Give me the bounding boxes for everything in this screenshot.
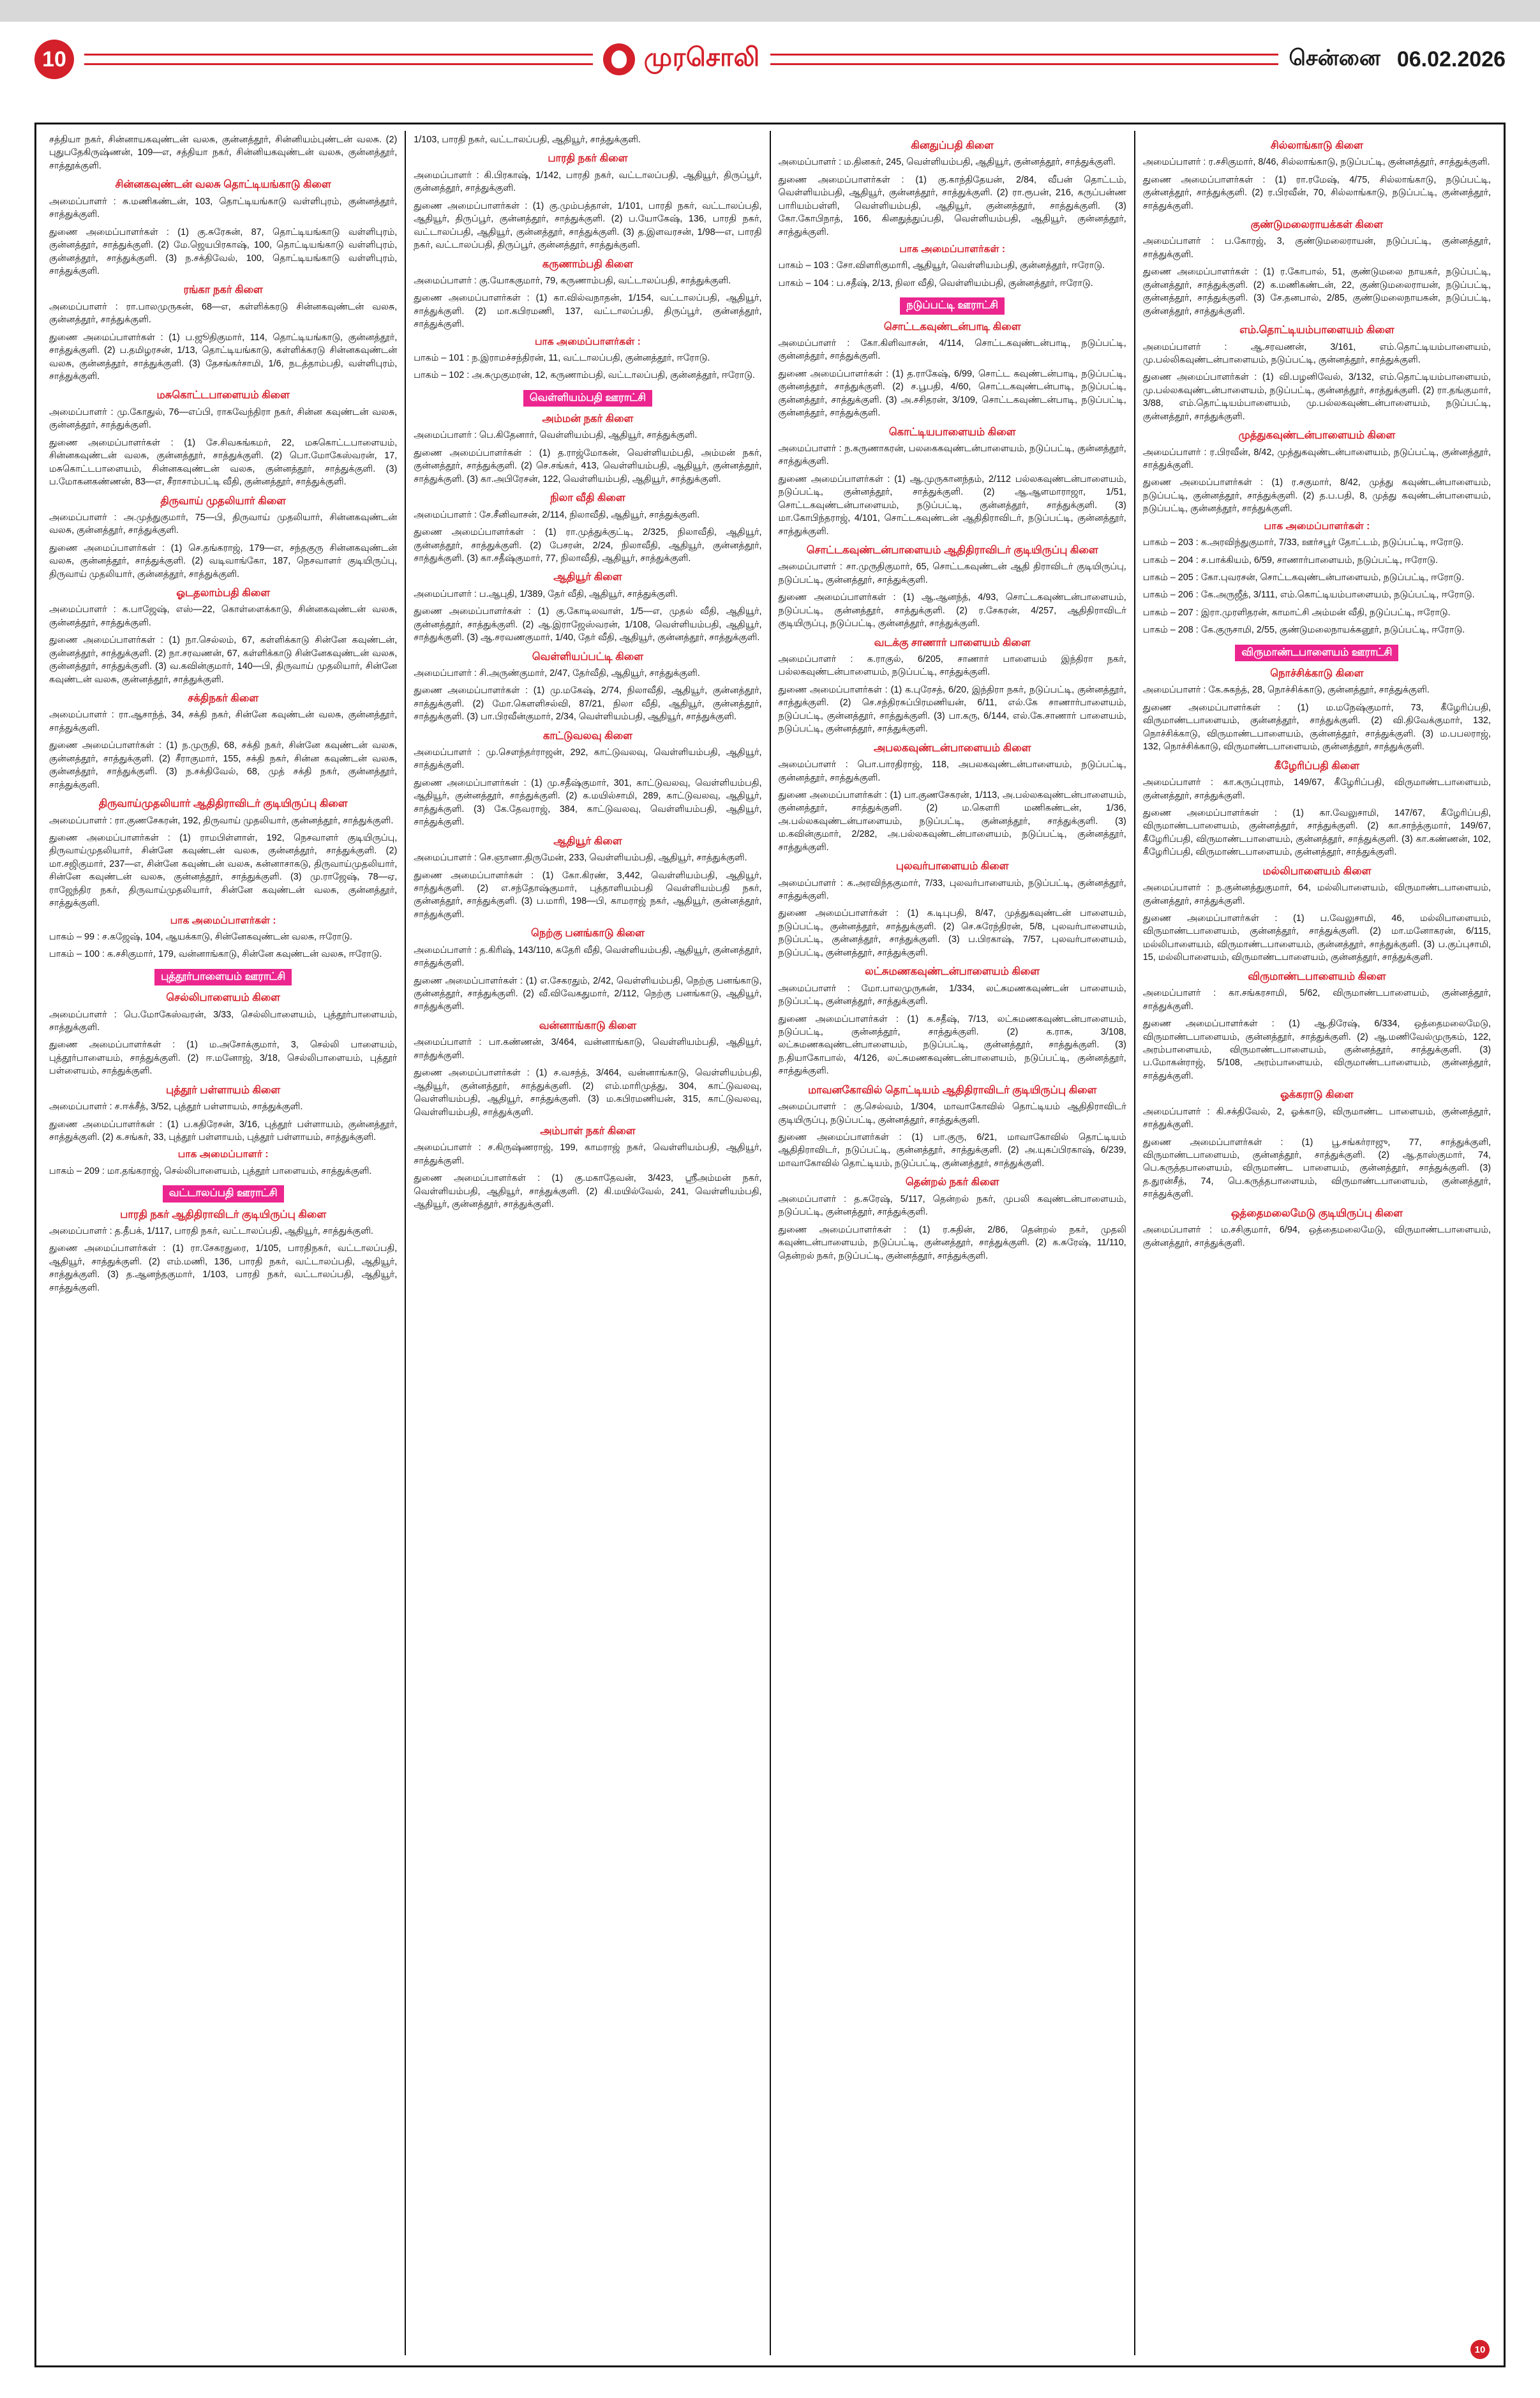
branch-heading: லட்சுமணகவுண்டன்பாளையம் கிளை xyxy=(865,966,1040,978)
body-paragraph: துணை அமைப்பாளர்கள் : (1) செ.தங்கராஜ், 179—எ, சந்தகுரு சின்னகவுண்டன் வலசு, குன்னத்தூர், சாத்துக்குளி. (2) வடிவாங்கோ, 187, நெசவாளர் குடியிருப்பு, திருவாய் முதலியார், குன்னத்தூர், சாத்துக்குளி. xyxy=(49,543,398,580)
publication-name: முரசொலி xyxy=(643,43,760,71)
body-paragraph: அமைப்பாளர் : கு.யோககுமார், 79, கருணாம்பதி, வட்டாலப்பதி, சாத்துக்குளி. xyxy=(414,275,731,286)
body-paragraph: துணை அமைப்பாளர்கள் : (1) ர.கோபால், 51, குண்டுமலை நாயகர், நடுப்பட்டி, குன்னத்தூர், சாத்துக்குளி. (2) க.மணிகண்டன், 22, குண்டுமலைராயன், நடுப்பட்டி, குன்னத்தூர், சாத்துக்குளி. (3) சே.தனபால், 2/85, குண்டுமலைநாயகன், நடுப்பட்டி, குன்னத்தூர், சாத்துக்குளி. xyxy=(1142,267,1491,317)
body-paragraph: அமைப்பாளர் : மு.கோதுல், 76—எப்பி, ராகவேந்திரா நகர், சின்ன கவுண்டன் வலசு, குன்னத்தூர், சாத்துக்குளி. xyxy=(49,407,398,431)
branch-heading: புத்தூர் பள்ளாயம் கிளை xyxy=(166,1084,281,1096)
section-subheading: பாக அமைப்பாளர்கள் : xyxy=(534,336,641,347)
branch-heading: அம்மன் நகர் கிளை xyxy=(542,413,634,425)
edition-date: 06.02.2026 xyxy=(1396,47,1506,71)
branch-heading: ஆதியூர் கிளை xyxy=(553,835,622,847)
body-paragraph: துணை அமைப்பாளர்கள் : (1) க.புரேசத், 6/20, இந்திரா நகர், நடுப்பட்டி, குன்னத்தூர், சாத்துக்குளி. (2) செ.சந்திரசுப்பிரமணியன், 6/11, எல்.கே சாணார்பாளையம், நடுப்பட்டி, குன்னத்தூர், சாத்துக்குளி. (3) பா.கரு, 6/144, எல்.கே.சாணார் பாளையம், நடுப்பட்டி, குன்னத்தூர், சாத்துக்குளி. xyxy=(778,684,1126,735)
body-paragraph: அமைப்பாளர் : கா.சங்கரசாமி, 5/62, விருமாண்டபாளையம், குன்னத்தூர், சாத்துக்குளி. xyxy=(1142,988,1491,1012)
branch-heading: அம்பாள் நகர் கிளை xyxy=(540,1125,636,1137)
branch-heading: நிலா வீதி கிளை xyxy=(550,492,625,504)
branch-heading: சில்லாங்காடு கிளை xyxy=(1270,140,1363,151)
body-paragraph: துணை அமைப்பாளர்கள் : (1) வி.பழனிவேல், 3/132, எம்.தொட்டியம்பாளையம், மு.பல்லகவுண்டன்பாளையம், நடுப்பட்டி, குன்னத்தூர், சாத்துக்குளி. (2) ரா.தங்குமார், 3/88, எம்.தொட்டியம்பாளையம், மு.பல்லகவுண்டன்பாளையம், நடுப்பட்டி, குன்னத்தூர், சாத்துக்குளி. xyxy=(1142,372,1491,422)
branch-heading: வெள்ளியப்பட்டி கிளை xyxy=(532,650,643,663)
body-paragraph: அமைப்பாளர் : க.ராகுல், 6/205, சாணார் பாளையம் இந்திரா நகர், பல்லகவுண்டன்பாளையம், நடுப்பட்டி, சாத்துக்குளி. xyxy=(778,654,1126,678)
branch-heading: தென்றல் நகர் கிளை xyxy=(905,1176,999,1188)
body-paragraph: துணை அமைப்பாளர்கள் : (1) கு.மும்பத்தாள், 1/101, பாரதி நகர், வட்டாலப்பதி, ஆதியூர், திருப்பூர், குன்னத்தூர், சாத்துக்குளி. (2) ப.யோகேஷ், 136, பாரதி நகர், வட்டாலப்பதி, ஆதியூர், குன்னத்தூர், சாத்துக்குளி. (3) த.இளவரசன், 1/98—எ, பாரதி நகர், வட்டாலப்பதி, திருப்பூர், குன்னத்தூர், சாத்துக்குளி. xyxy=(414,200,762,251)
body-paragraph: அமைப்பாளர் : ரா.குணசேகரன், 192, திருவாய் முதலியார், குன்னத்தூர், சாத்துக்குளி. xyxy=(49,815,394,826)
branch-heading: நெற்கு பனங்காடு கிளை xyxy=(530,927,645,940)
branch-heading: மல்லிபாளையம் கிளை xyxy=(1262,865,1372,877)
branch-heading: முத்துகவுண்டன்பாளையம் கிளை xyxy=(1238,430,1396,442)
body-paragraph: துணை அமைப்பாளர்கள் : (1) ப.ஜூதிகுமார், 114, தொட்டியங்காடு, குன்னத்தூர், சாத்துக்குளி. (2) ப.தமிழரசன், 1/13, தொட்டியங்காடு, கள்ளிக்கரடு சின்னகவுண்டன் வலசு, குன்னத்தூர், சாத்துக்குளி. (3) தேசங்கர்சாமி, 1/6, நடத்தாம்பதி, வள்ளிபுரம், சாத்துக்குளி. xyxy=(49,332,398,382)
edition-city: சென்னை xyxy=(1289,45,1380,70)
body-paragraph: பாகம் – 207 : இரா.முரளிதரன், காமாட்சி அம்மன் வீதி, நடுப்பட்டி, ஈரோடு. xyxy=(1142,607,1451,618)
body-paragraph: பாகம் – 102 : அ.சுமுகுமரன், 12, கருணாம்பதி, வட்டாலப்பதி, குன்னத்தூர், ஈரோடு. xyxy=(414,370,755,381)
body-paragraph: பாகம் – 100 : க.சசிகுமார், 179, வன்னாங்காடு, சின்னே கவுண்டன் வலசு, ஈரோடு. xyxy=(49,949,382,960)
body-paragraph: துணை அமைப்பாளர்கள் : (1) க.டிபுபதி, 8/47, முத்துகவுண்டன் பாளையம், நடுப்பட்டி, குன்னத்தூர், சாத்துக்குளி. (2) செ.சுரேந்திரன், 5/8, புலவர்பாளையம், நடுப்பட்டி, குன்னத்தூர், சாத்துக்குளி. (3) ப.பிரகாஷ், 7/57, புலவர்பாளையம், நடுப்பட்டி, குன்னத்தூர், சாத்துக்குளி. xyxy=(778,908,1126,958)
section-subheading: பாக அமைப்பாளர்கள் : xyxy=(899,244,1006,255)
body-paragraph: துணை அமைப்பாளர்கள் : (1) ப.வேலுசாமி, 46, மல்லிபாளையம், விருமாண்டபாளையம், குன்னத்தூர், சாத்துக்குளி. (2) மா.மனோகரன், 6/115, மல்லிபாளையம், விருமாண்டபாளையம், குன்னத்தூர், சாத்துக்குளி. (3) ப.குப்புசாமி, 15, மல்லிபாளையம், விருமாண்டபாளையம், குன்னத்தூர், சாத்துக்குளி. xyxy=(1142,913,1491,963)
section-subheading: பாக அமைப்பாளர்கள் : xyxy=(1264,520,1370,532)
body-paragraph: அமைப்பாளர் : கி.பிரகாஷ், 1/142, பாரதி நகர், வட்டாலப்பதி, ஆதியூர், திருப்பூர், குன்னத்தூர், சாத்துக்குளி. xyxy=(414,170,762,194)
body-paragraph: துணை அமைப்பாளர்கள் : (1) க.சதீஷ், 7/13, லட்சுமணகவுண்டன்பாளையம், நடுப்பட்டி, குன்னத்தூர், சாத்துக்குளி. (2) க.ராசு, 3/108, லட்சுமணகவுண்டன்பாளையம், நடுப்பட்டி, குன்னத்தூர், சாத்துக்குளி. (3) ந.தியாகோபால், 4/126, லட்சுமணகவுண்டன்பாளையம், நடுப்பட்டி, குன்னத்தூர், சாத்துக்குளி. xyxy=(778,1014,1126,1077)
branch-heading: ஓக்கராடு கிளை xyxy=(1280,1089,1354,1101)
body-paragraph: பாகம் – 206 : கே.அருஜீத், 3/111, எம்.கொட்டியம்பாளையம், நடுப்பட்டி, ஈரோடு. xyxy=(1142,590,1475,601)
footer-page-number: 10 xyxy=(1470,2340,1490,2359)
body-paragraph: துணை அமைப்பாளர்கள் : (1) ரா.ரமேஷ், 4/75, சில்லாங்காடு, நடுப்பட்டி, குன்னத்தூர், சாத்துக்குளி. (2) ர.பிரவீன், 70, சில்லாங்காடு, நடுப்பட்டி, குன்னத்தூர், சாத்துக்குளி. xyxy=(1142,174,1491,211)
body-paragraph: அமைப்பாளர் : க.பாஜேஷ், எஸ்—22, கொள்ளைக்காடு, சின்னகவுண்டன் வலசு, குன்னத்தூர், சாத்துக்குளி. xyxy=(49,604,398,628)
publication-logo-icon xyxy=(603,43,635,75)
body-paragraph: அமைப்பாளர் : பெ.கிதேனார், வெள்ளியம்பதி, ஆதியூர், சாத்துக்குளி. xyxy=(414,430,698,441)
body-paragraph: அமைப்பாளர் : ம.தினகர், 245, வெள்ளியம்பதி, ஆதியூர், குன்னத்தூர், சாத்துக்குளி. xyxy=(778,157,1116,168)
body-paragraph: அமைப்பாளர் : ஆ.சரவணன், 3/161, எம்.தொட்டியம்பாளையம், மு.பல்லிகவுண்டன்பாளையம், நடுப்பட்டி, குன்னத்தூர், சாத்துக்குளி. xyxy=(1142,341,1491,365)
body-paragraph: அமைப்பாளர் : மு.சௌந்தர்ராஜன், 292, காட்டுவலவு, வெள்ளியம்பதி, ஆதியூர், சாத்துக்குளி. xyxy=(414,747,762,771)
body-paragraph: பாகம் – 203 : க.அரவிந்துகுமார், 7/33, ஊர்சபூர் தோட்டம், நடுப்பட்டி, ஈரோடு. xyxy=(1142,537,1464,548)
body-paragraph: துணை அமைப்பாளர்கள் : (1) ம.அசோக்குமார், 3, செல்லி பாளையம், புத்தூர்பாளையம், சாத்துக்குளி. (2) ஈ.மனோஜ், 3/18, செல்லிபாளையம், புத்தூர் பள்ளையம், சாத்துக்குளி. xyxy=(49,1040,398,1077)
dateline xyxy=(1289,46,1506,73)
newspaper-page xyxy=(0,22,1540,2398)
branch-heading: பாரதி நகர் கிளை xyxy=(548,153,628,165)
body-paragraph: அமைப்பாளர் : ச.ஈக்சீத், 3/52, புத்தூர் பள்ளாயம், சாத்துக்குளி. xyxy=(49,1102,303,1113)
body-paragraph: துணை அமைப்பாளர்கள் : (1) ராமபிள்ளாள், 192, நெசவாளர் குடியிருப்பு, திருவாய்முதலியார், சின்னே கவுண்டன் வலசு, குன்னத்தூர், சாத்துக்குளி. (2) மா.சஜிகுமார், 237—எ, சின்னே கவுண்டன் வலசு, கன்னாசாகடு, திருவாய்முதலியார், சின்னே கவுண்டன் வலசு, குன்னத்தூர், சாத்துக்குளி. (3) மு.ராஜேஷ், 78—ஏ, ராஜேந்திர நகர், திருவாய்முதலியார், சின்னே கவுண்டன் வலசு, குன்னத்தூர், சாத்துக்குளி. xyxy=(49,832,398,909)
body-paragraph: அமைப்பாளர் : பொ.பாரதிராஜ், 118, அபலகவுண்டன்பாளையம், நடுப்பட்டி, குன்னத்தூர், சாத்துக்குளி. xyxy=(778,760,1126,783)
branch-heading: மாவனகோவில் தொட்டியம் ஆதிதிராவிடர் குடியிருப்பு கிளை xyxy=(807,1084,1097,1096)
section-subheading: பாக அமைப்பாளர் : xyxy=(177,1149,269,1160)
page-number-badge: 10 xyxy=(34,40,74,79)
body-paragraph: பாகம் – 205 : கோ.புவரசன், சொட்டகவுண்டன்பாளையம், நடுப்பட்டி, ஈரோடு. xyxy=(1142,573,1465,583)
body-paragraph: அமைப்பாளர் : ச.கிருஷ்ணராஜ், 199, காமராஜ் நகர், வெள்ளியம்பதி, ஆதியூர், சாத்துக்குளி. xyxy=(414,1143,762,1166)
body-paragraph: அமைப்பாளர் : சா.முருதிகுமார், 65, சொட்டகவுண்டன் ஆதி திராவிடர் குடியிருப்பு, நடுப்பட்டி, குன்னத்தூர், சாத்துக்குளி. xyxy=(778,562,1126,585)
branch-heading: எம்.தொட்டியம்பாளையம் கிளை xyxy=(1239,324,1394,336)
panchayat-heading xyxy=(49,969,397,985)
body-paragraph: துணை அமைப்பாளர்கள் : (1) மு.மகேஷ், 2/74, நிலாவீதி, ஆதியூர், குன்னத்தூர், சாத்துக்குளி. (2) மோ.கௌளிசல்வி, 87/21, நிலா வீதி, ஆதியூர், குன்னத்தூர், சாத்துக்குளி. (3) பா.பிரவீன்குமார், 2/34, வெள்ளியம்பதி, ஆதியூர், சாத்துக்குளி. xyxy=(414,686,762,723)
body-paragraph: அமைப்பாளர் : பா.கண்ணன், 3/464, வன்னாங்காடு, வெள்ளியம்பதி, ஆதியூர், சாத்துக்குளி. xyxy=(414,1037,762,1061)
column-container xyxy=(36,124,1504,2365)
body-paragraph: அமைப்பாளர் : சே.சீனிவாசன், 2/114, நிலாவீதி, ஆதியூர், சாத்துக்குளி. xyxy=(414,509,700,520)
panchayat-heading xyxy=(1143,645,1491,661)
body-paragraph: துணை அமைப்பாளர்கள் : (1) பா.குணசேகரன், 1/113, அ.பல்லகவுண்டன்பாளையம், குன்னத்தூர், சாத்துக்குளி. (2) ம.கௌரி மணிகண்டன், 1/36, அ.பல்லகவுண்டன்பாளையம், நடுப்பட்டி, குன்னத்தூர், சாத்துக்குளி. (3) ம.கவின்குமார், 2/282, அ.பல்லகவுண்டன்பாளையம், நடுப்பட்டி, குன்னத்தூர், சாத்துக்குளி. xyxy=(778,790,1126,853)
panchayat-heading-label: வெள்ளியம்பதி ஊராட்சி xyxy=(523,390,652,407)
body-paragraph: துணை அமைப்பாளர்கள் : (1) கோ.கிரண், 3,442, வெள்ளியம்பதி, ஆதியூர், சாத்துக்குளி. (2) எ.சந்தோஷ்குமார், புத்தாளியம்பதி வெள்ளியம்பதி நகர், குன்னத்தூர், சாத்துக்குளி. (3) ப.மாரி, 198—பி, காமராஜ் நகர், ஆதியூர், குன்னத்தூர், சாத்துக்குளி. xyxy=(414,870,762,920)
body-paragraph: துணை அமைப்பாளர்கள் : (1) ஆ.முருகானந்தம், 2/112 பல்லகவுண்டன்பாளையம், நடுப்பட்டி, குன்னத்தூர், சாத்துக்குளி. (2) ஆ.ஆளமாராஜா, 1/51, சொட்டகவுண்டன்பாளையம், நடுப்பட்டி, குன்னத்தூர், சாத்துக்குளி. (3) மா.கோபிந்தராஜ், 4/101, சொட்டகவுண்டன் ஆதிதிராவிடர், நடுப்பட்டி, குன்னத்தூர், சாத்துக்குளி. xyxy=(778,474,1126,537)
branch-heading: அபலகவுண்டன்பாளையம் கிளை xyxy=(873,742,1031,754)
branch-heading: புலவர்பாளையம் கிளை xyxy=(895,860,1009,873)
branch-heading: சின்னகவுண்டன் வலசு தொட்டியங்காடு கிளை xyxy=(115,179,331,191)
body-paragraph: பாகம் – 101 : ந.இராமச்சந்திரன், 11, வட்டாலப்பதி, குன்னத்தூர், ஈரோடு. xyxy=(414,352,710,363)
panchayat-heading-label: புத்தூர்பாளையம் ஊராட்சி xyxy=(154,969,292,985)
body-paragraph: துணை அமைப்பாளர்கள் : (1) ரா.முத்துக்குட்டி, 2/325, நிலாவீதி, ஆதியூர், குன்னத்தூர், சாத்துக்குளி. (2) பேசரன், 2/24, நிலாவீதி, ஆதியூர், குன்னத்தூர், சாத்துக்குளி. (3) கா.சதீஷ்குமார், 77, நிலாவீதி, ஆதியூர், சாத்துக்குளி. xyxy=(414,527,762,564)
body-paragraph: அமைப்பாளர் : சு.மணிகண்டன், 103, தொட்டியங்காடு வள்ளிபுரம், குன்னத்தூர், சாத்துக்குளி. xyxy=(49,196,398,220)
body-paragraph: அமைப்பாளர் : செ.ஞானா.திருமேன், 233, வெள்ளியம்பதி, ஆதியூர், சாத்துக்குளி. xyxy=(414,853,747,864)
body-paragraph: துணை அமைப்பாளர்கள் : (1) எ.சேகரதும், 2/42, வெள்ளியம்பதி, நெற்கு பனங்காடு, குன்னத்தூர், சாத்துக்குளி. (2) வீ.விவேகதுமார், 2/112, நெற்கு பனங்காடு, ஆதியூர், சாத்துக்குளி. xyxy=(414,975,762,1012)
body-paragraph: அமைப்பாளர் : ம.சசிகுமார், 6/94, ஒத்தைமலைமேடு, விருமாண்டபாளையம், குன்னத்தூர், சாத்துக்குளி. xyxy=(1142,1225,1491,1248)
body-paragraph: அமைப்பாளர் : ர.சசிகுமார், 8/46, சில்லாங்காடு, நடுப்பட்டி, குன்னத்தூர், சாத்துக்குளி. xyxy=(1142,157,1490,168)
column-3 xyxy=(771,131,1135,2355)
body-paragraph: பாகம் – 209 : மா.தங்கராஜ், செல்லிபாளையம், புத்தூர் பாளையம், சாத்துக்குளி. xyxy=(49,1165,372,1176)
branch-heading: திருவாய் முதலியார் கிளை xyxy=(160,495,286,507)
body-paragraph: பாகம் – 208 : கே.குருசாமி, 2/55, குண்டுமலைநாயக்கனூர், நடுப்பட்டி, ஈரோடு. xyxy=(1142,625,1465,636)
branch-heading: பாரதி நகர் ஆதிதிராவிடர் குடியிருப்பு கிளை xyxy=(120,1208,327,1220)
branch-heading: விருமாண்டபாளையம் கிளை xyxy=(1248,970,1386,982)
body-paragraph: அமைப்பாளர் : ந.குன்னத்துகுமார், 64, மல்லிபாளையம், விருமாண்டபாளையம், குன்னத்தூர், சாத்துக்குளி. xyxy=(1142,883,1491,906)
branch-heading: குண்டுமலைராயக்கள் கிளை xyxy=(1250,219,1384,231)
branch-heading: சக்திநகர் கிளை xyxy=(188,693,259,705)
branch-heading: வன்னாங்காடு கிளை xyxy=(539,1019,637,1031)
body-paragraph: அமைப்பாளர் : கா.கருப்புராம், 149/67, கீழேரிப்பதி, விருமாண்டபாளையம், குன்னத்தூர், சாத்துக்குளி. xyxy=(1142,777,1491,801)
body-paragraph: துணை அமைப்பாளர்கள் : (1) கா.வில்வநாதன், 1/154, வட்டாலப்பதி, ஆதியூர், சாத்துக்குளி. (2) மா.கபிரமணி, 137, வட்டாலப்பதி, திருப்பூர், குன்னத்தூர், சாத்துக்குளி. xyxy=(414,293,762,330)
body-paragraph: அமைப்பாளர் : ரா.பாலமுருகன், 68—எ, கள்ளிக்கரடு சின்னகவுண்டன் வலசு, குன்னத்தூர், சாத்துக்குளி. xyxy=(49,301,398,326)
content-frame xyxy=(34,123,1506,2367)
body-paragraph: அமைப்பாளர் : த.கிரிஷ், 143/110, கதேரி வீதி, வெள்ளியம்பதி, ஆதியூர், குன்னத்தூர், சாத்துக்குளி. xyxy=(414,945,762,969)
panchayat-heading xyxy=(414,390,761,407)
body-paragraph: 1/103, பாரதி நகர், வட்டாலப்பதி, ஆதியூர், சாத்துக்குளி. xyxy=(414,135,641,145)
branch-heading: கினதுப்பதி கிளை xyxy=(911,140,994,151)
body-paragraph: துணை அமைப்பாளர்கள் : (1) பா.குரு, 6/21, மாவாகோவில் தொட்டியம் ஆதிதிராவிடர், நடுப்பட்டி, குன்னத்தூர், சாத்துக்குளி. (2) அ.யுகப்பிரகாஷ், 6/239, மாவாகோவில் தொட்டியம், நடுப்பட்டி, குன்னத்தூர், சாத்துக்குளி. xyxy=(778,1132,1126,1169)
body-paragraph: அமைப்பாளர் : ப.கோரஜ், 3, குண்டுமலைராயன், நடுப்பட்டி, குன்னத்தூர், சாத்துக்குளி. xyxy=(1142,236,1491,260)
body-paragraph: துணை அமைப்பாளர்கள் : (1) கு.மகாதேவன், 3/423, ஸ்ரீஅம்மன் நகர், வெள்ளியம்பதி, ஆதியூர், சாத்துக்குளி. (2) கி.மயில்வேல், 241, வெள்ளியம்பதி, ஆதியூர், குன்னத்தூர், சாத்துக்குளி. xyxy=(414,1173,762,1210)
body-paragraph: அமைப்பாளர் : ரா.ஆசாந்த், 34, சக்தி நகர், சின்னே கவுண்டன் வலசு, குன்னத்தூர், சாத்துக்குளி. xyxy=(49,710,398,733)
body-paragraph: பாகம் – 103 : சோ.விளரிகுமாரி, ஆதியூர், வெள்ளியம்பதி, குன்னத்தூர், ஈரோடு. xyxy=(778,260,1105,271)
branch-heading: ரங்கா நகர் கிளை xyxy=(183,284,263,296)
branch-heading: சொட்டகவுண்டன்பாளையம் ஆதிதிராவிடர் குடியிருப்பு கிளை xyxy=(806,544,1098,557)
body-paragraph: துணை அமைப்பாளர்கள் : (1) பூ.சங்கர்ராஜு, 77, சாத்துக்குளி, விருமாண்டபாளையம், குன்னத்தூர், சாத்துக்குளி. (2) ஆ.தாஸ்குமார், 74, பெ.கருத்தபாளையம், விருமாண்ட பாளையம், குன்னத்தூர், சாத்துக்குளி. (3) த.துரன்சீத், 74, பெ.கருத்தபாளையம், விருமாண்டபாளையம், குன்னத்தூர், சாத்துக்குளி. xyxy=(1142,1137,1491,1200)
body-paragraph: துணை அமைப்பாளர்கள் : (1) கு.கோடிலவாள், 1/5—எ, முதல் வீதி, ஆதியூர், குன்னத்தூர், சாத்துக்குளி. (2) ஆ.இராஜேஸ்வரன், 1/108, வெள்ளியம்பதி, ஆதியூர், சாத்துக்குளி. (3) ஆ.சரவணகுமார், 1/40, தேர் வீதி, ஆதியூர், குன்னத்தூர், சாத்துக்குளி. xyxy=(414,606,762,643)
body-paragraph: துணை அமைப்பாளர்கள் : (1) ர.சுதின், 2/86, தென்றல் நகர், முதலி கவுண்டன்பாளையம், நடுப்பட்டி, குன்னத்தூர், சாத்துக்குளி. (2) க.சுரேஷ், 11/110, தென்றல் நகர், நடுப்பட்டி, குன்னத்தூர், சாத்துக்குளி. xyxy=(778,1224,1126,1261)
masthead-rule-right xyxy=(770,54,1279,65)
branch-heading: திருவாய்முதலியார் ஆதிதிராவிடர் குடியிருப்பு கிளை xyxy=(98,798,348,810)
branch-heading: காட்டுவலவு கிளை xyxy=(542,730,632,742)
body-paragraph: துணை அமைப்பாளர்கள் : (1) நா.செல்லம், 67, கள்ளிக்காடு சின்னே கவுண்டன், குன்னத்தூர், சாத்துக்குளி. (2) நா.சரவணன், 67, கள்ளிக்காடு சின்னேகவுண்டன் வலசு, குன்னத்தூர், சாத்துக்குளி. (3) வ.கவின்குமார், 140—பி, திருவாய் முதலியார், சின்னே கவுண்டன் வலசு, குன்னத்தூர், சாத்துக்குளி. xyxy=(49,635,398,685)
body-paragraph: துணை அமைப்பாளர்கள் : (1) ர.சகுமார், 8/42, முத்து கவுண்டன்பாளையம், நடுப்பட்டி, குன்னத்தூர், சாத்துக்குளி. (2) த.ப.பதி, 8, முத்து கவுண்டன்பாளையம், நடுப்பட்டி, குன்னத்தூர், சாத்துக்குளி. xyxy=(1142,477,1491,514)
body-paragraph: துணை அமைப்பாளர்கள் : (1) ம.மநேஷ்குமார், 73, கீழேரிப்பதி, விருமாண்டபாளையம், குன்னத்தூர், சாத்துக்குளி. (2) வி.திவேக்குமார், 132, நொச்சிக்காடு, விருமாண்டபாளையம், குன்னத்தூர், சாத்துக்குளி. (3) ம.பபலராஜ், 132, நொச்சிக்காடு, விருமாண்டபாளையம், குன்னத்தூர், சாத்துக்குளி. xyxy=(1142,702,1491,753)
body-paragraph: அமைப்பாளர் : பெ.மோகேஸ்வரன், 3/33, செல்லிபாளையம், புத்தூர்பாளையம், சாத்துக்குளி. xyxy=(49,1009,398,1033)
body-paragraph: அமைப்பாளர் : த.சுரேஷ், 5/117, தென்றல் நகர், முபலி கவுண்டன்பாளையம், நடுப்பட்டி, குன்னத்தூர், சாத்துக்குளி. xyxy=(778,1194,1126,1218)
branch-heading: ஒத்தைமலைமேடு குடியிருப்பு கிளை xyxy=(1230,1207,1403,1219)
column-2 xyxy=(406,131,770,2355)
body-paragraph: அமைப்பாளர் : ந.கருணாகரன், பலகைகவுண்டன்பாளையம், நடுப்பட்டி, குன்னத்தூர், சாத்துக்குளி. xyxy=(778,443,1126,467)
body-paragraph: துணை அமைப்பாளர்கள் : (1) ந.முருதி, 68, சக்தி நகர், சின்னே கவுண்டன் வலசு, குன்னத்தூர், சாத்துக்குளி. (2) சீராகுமார், 155, சக்தி நகர், சின்ன கவுண்டன் வலசு, குன்னத்தூர், சாத்துக்குளி. (3) ந.சக்திவேல், 68, முத் சக்தி நகர், குன்னத்தூர், சாத்துக்குளி. xyxy=(49,740,398,790)
body-paragraph: அமைப்பாளர் : கு.செல்வம், 1/304, மாவாகோவில் தொட்டியம் ஆதிதிராவிடர் குடியிருப்பு, நடுப்பட்டி, குன்னத்தூர், சாத்துக்குளி. xyxy=(778,1102,1126,1125)
branch-heading: வடக்கு சாணார் பாளையம் கிளை xyxy=(874,636,1031,648)
body-paragraph: அமைப்பாளர் : ப.ஆபுதி, 1/389, தேர் வீதி, ஆதியூர், சாத்துக்குளி. xyxy=(414,588,678,599)
column-4 xyxy=(1135,131,1499,2355)
body-paragraph: துணை அமைப்பாளர்கள் : (1) ப.கதிரேசன், 3/16, புத்தூர் பள்ளாயம், குன்னத்தூர், சாத்துக்குளி. (2) க.சங்கர், 33, புத்தூர் பள்ளாயம், புத்தூர் பள்ளாயம், சாத்துக்குளி. xyxy=(49,1119,398,1143)
publication-brand xyxy=(603,43,760,75)
body-paragraph: அமைப்பாளர் : மோ.பாலமுருகன், 1/334, லட்சுமணகவுண்டன் பாளையம், நடுப்பட்டி, குன்னத்தூர், சாத்துக்குளி. xyxy=(778,983,1126,1007)
branch-heading: நொச்சிக்காடு கிளை xyxy=(1270,668,1364,680)
body-paragraph: துணை அமைப்பாளர்கள் : (1) ரா.சேகரதுரை, 1/105, பாரதிநகர், வட்டாலப்பதி, ஆதியூர், சாத்துக்குளி. (2) எம்.மணி, 136, பாரதி நகர், வட்டாலப்பதி, ஆதியூர், சாத்துக்குளி. (3) த.ஆனந்தகுமார், 1/103, பாரதி நகர், வட்டாலப்பதி, ஆதியூர், சாத்துக்குளி. xyxy=(49,1243,398,1293)
panchayat-heading xyxy=(49,1185,397,1202)
body-paragraph: துணை அமைப்பாளர்கள் : (1) கா.வேலுசாமி, 147/67, கீழேரிப்பதி, விருமாண்டபாளையம், குன்னத்தூர், சாத்துக்குளி. (2) கா.சாந்த்குமார், 149/67, கீழேரிப்பதி, விருமாண்டபாளையம், குன்னத்தூர், சாத்துக்குளி. (3) கா.கண்ணன், 102, கீழேரிப்பதி, விருமாண்டபாளையம், குன்னத்தூர், சாத்துக்குளி. xyxy=(1142,807,1491,858)
body-paragraph: அமைப்பாளர் : சி.அருண்குமார், 2/47, தேர்வீதி, ஆதியூர், சாத்துக்குளி. xyxy=(414,668,700,678)
branch-heading: செல்லிபாளையம் கிளை xyxy=(166,992,280,1004)
panchayat-heading-label: வட்டாலப்பதி ஊராட்சி xyxy=(163,1185,284,1202)
branch-heading: கீழேரிப்பதி கிளை xyxy=(1274,760,1359,772)
body-paragraph: சத்தியா நகர், சின்னாயகவுண்டன் வலசு, குன்னத்தூர், சின்னியம்புண்டன் வலசு. (2) புதுபதேகிருஷ்ணன், 109—எ, சத்தியா நகர், சின்னியகவுண்டன் வலசு, குன்னத்தூர், சாத்தூக்குளி. xyxy=(49,135,398,171)
branch-heading: சொட்டகவுண்டன்பாடி கிளை xyxy=(883,320,1021,333)
body-paragraph: அமைப்பாளர் : ர.பிரவீன், 8/42, முத்துகவுண்டன்பாளையம், நடுப்பட்டி, குன்னத்தூர், சாத்துக்குளி. xyxy=(1142,447,1491,471)
body-paragraph: அமைப்பாளர் : க.அரவிந்தகுமார், 7/33, புலவர்பாளையம், நடுப்பட்டி, குன்னத்தூர், சாத்துக்குளி. xyxy=(778,878,1126,902)
branch-heading: கொட்டியபாளையம் கிளை xyxy=(888,426,1016,438)
body-paragraph: அமைப்பாளர் : கே.சுகந்த், 28, நொச்சிக்காடு, குன்னத்தூர், சாத்துக்குளி. xyxy=(1142,685,1430,696)
body-paragraph: துணை அமைப்பாளர்கள் : (1) த.ராகேஷ், 6/99, சொட்ட கவுண்டன்பாடி, நடுப்பட்டி, குன்னத்தூர், சாத்துக்குளி. (2) ச.பூபதி, 4/60, சொட்டகவுண்டன்பாடி, நடுப்பட்டி, குன்னத்தூர், சாத்துக்குளி. (3) அ.சசிதரன், 3/109, சொட்டகவுண்டன்பாடி, நடுப்பட்டி, குன்னத்தூர், சாத்துக்குளி. xyxy=(778,368,1126,419)
branch-heading: ஓடதலாம்பதி கிளை xyxy=(176,587,270,599)
body-paragraph: துணை அமைப்பாளர்கள் : (1) ச.வசந்த், 3/464, வன்னாங்காடு, வெள்ளியம்பதி, ஆதியூர், குன்னத்தூர், சாத்துக்குளி. (2) எம்.மாரிமுத்து, 304, காட்டுவலவு, வெள்ளியம்பதி, ஆதியூர், சாத்துக்குளி. (3) ம.கபிரமணியன், 315, காட்டுவலவு, வெள்ளியம்பதி, சாத்துக்குளி. xyxy=(414,1068,762,1118)
body-paragraph: அமைப்பாளர் : கி.சக்திவேல், 2, ஓக்காடு, விருமாண்ட பாளையம், குன்னத்தூர், சாத்துக்குளி. xyxy=(1142,1106,1491,1130)
body-paragraph: பாகம் – 99 : ச.கஜேஷ், 104, ஆயக்காடு, சின்னேகவுண்டன் வலசு, ஈரோடு. xyxy=(49,931,353,942)
body-paragraph: துணை அமைப்பாளர்கள் : (1) மு.சதீஷ்குமார், 301, காட்டுவலவு, வெள்ளியம்பதி, ஆதியூர், குன்னத்தூர், சாத்துக்குளி. (2) க.மயில்சாமி, 289, காட்டுவலவு, ஆதியூர், சாத்துக்குளி. (3) கே.தேவராஜ், 384, காட்டுவலவு, வெள்ளியம்பதி, ஆதியூர், சாத்துக்குளி. xyxy=(414,777,762,828)
body-paragraph: துணை அமைப்பாளர்கள் : (1) கு.காந்திதேயன், 2/84, வீபன் தொட்டம், வெள்ளியம்பதி, ஆதியூர், குன்னத்தூர், சாத்துக்குளி. (2) ரா.ரூபன், 216, கருப்பன்ண பாரியம்பள்ளி, வெள்ளியம்பதி, ஆதியூர், குன்னத்தூர், சாத்துக்குளி. (3) கோ.கோபிநாத், 166, கினதுத்துப்பதி, வெள்ளியம்பதி, ஆதியூர், குன்னத்தூர், சாத்துக்குளி. xyxy=(778,174,1126,237)
section-subheading: பாக அமைப்பாளர்கள் : xyxy=(170,915,276,926)
panchayat-heading-label: விருமாண்டபாளையம் ஊராட்சி xyxy=(1235,645,1398,661)
body-paragraph: துணை அமைப்பாளர்கள் : (1) த.ராஜ்மோகன், வெள்ளியம்பதி, அம்மன் நகர், குன்னத்தூர், சாத்துக்குளி. (2) செ.சங்கர், 413, வெள்ளியம்பதி, ஆதியூர், குன்னத்தூர், சாத்துக்குளி. (3) கா.அபிரேசன், 122, வெள்ளியம்பதி, ஆதியூர், சாத்துக்குளி. xyxy=(414,447,762,484)
body-paragraph: துணை அமைப்பாளர்கள் : (1) ஆ.ஆனந்த், 4/93, சொட்டகவுண்டன்பாளையம், நடுப்பட்டி, குன்னத்தூர், சாத்துக்குளி. (2) ர.சேகரன், 4/257, ஆதிதிராவிடர் குடியிருப்பு, நடுப்பட்டி, குன்னத்தூர், சாத்துக்குளி. xyxy=(778,592,1126,629)
body-paragraph: அமைப்பாளர் : த.தீபக், 1/117, பாரதி நகர், வட்டாலப்பதி, ஆதியூர், சாத்துக்குளி. xyxy=(49,1225,373,1236)
body-paragraph: பாகம் – 104 : ப.சதீஷ், 2/13, நிலா வீதி, வெள்ளியம்பதி, குன்னத்தூர், ஈரோடு. xyxy=(778,278,1093,289)
body-paragraph: துணை அமைப்பாளர்கள் : (1) ஆ.திரேஷ், 6/334, ஒத்தைமலைமேடு, விருமாண்டபாளையம், குன்னத்தூர், சாத்துக்குளி. (2) ஆ.மணிவேல்முருகம், 122, அரம்பாளையம், விருமாண்டபாளையம், குன்னத்தூர், சாத்துக்குளி. (3) ப.மோகன்ராஜ், 5/108, அரம்பாளையம், விருமாண்டபாளையம், குன்னத்தூர், சாத்துக்குளி. xyxy=(1142,1019,1491,1081)
masthead-rule-left xyxy=(84,54,593,65)
branch-heading: கருணாம்பதி கிளை xyxy=(542,258,633,270)
body-paragraph: அமைப்பாளர் : கோ.கிளிவாசன், 4/114, சொட்டகவுண்டன்பாடி, நடுப்பட்டி, குன்னத்தூர், சாத்துக்குளி. xyxy=(778,338,1126,362)
panchayat-heading xyxy=(779,297,1126,314)
masthead xyxy=(34,22,1506,97)
branch-heading: ஆதியூர் கிளை xyxy=(553,571,622,583)
column-1 xyxy=(41,131,406,2355)
body-paragraph: துணை அமைப்பாளர்கள் : (1) கு.சுரேசுன், 87, தொட்டியங்காடு வள்ளிபுரம், குன்னத்தூர், சாத்துக்குளி. (2) மே.ஜெயபிரகாஷ், 100, தொட்டியங்காடு வள்ளிபுரம், குன்னத்தூர், சாத்துக்குளி. (3) ந.சக்திவேல், 100, தொட்டியங்காடு வள்ளிபுரம், சாத்துக்குளி. xyxy=(49,227,398,276)
body-paragraph: அமைப்பாளர் : அ.முத்துகுமார், 75—பி, திருவாய் முதலியார், சின்னகவுண்டன் வலசு, குன்னத்தூர், சாத்துக்குளி. xyxy=(49,512,398,536)
branch-heading: மசுகொட்டபாளையம் கிளை xyxy=(156,389,290,401)
body-paragraph: பாகம் – 204 : ச.பாக்கியம், 6/59, சாணார்பாளையம், நடுப்பட்டி, ஈரோடு. xyxy=(1142,555,1439,566)
panchayat-heading-label: நடுப்பட்டி ஊராட்சி xyxy=(900,297,1005,314)
body-paragraph: துணை அமைப்பாளர்கள் : (1) சே.சிவசுங்கமர், 22, மசுகொட்டபாளையம், சின்னகவுண்டன் வலசு, குன்னத்தூர், சாத்துக்குளி. (2) பொ.மோகேஸ்வரன், 17, மசுகொட்டபாளையம், சின்னகவுண்டன் வலசு, குன்னத்தூர், சாத்துக்குளி. (3) ப.மோகனகண்ணன், 83—எ, சீராசாம்பட்டி வீதி, குன்னத்தூர், சாத்துக்குளி. xyxy=(49,437,398,488)
